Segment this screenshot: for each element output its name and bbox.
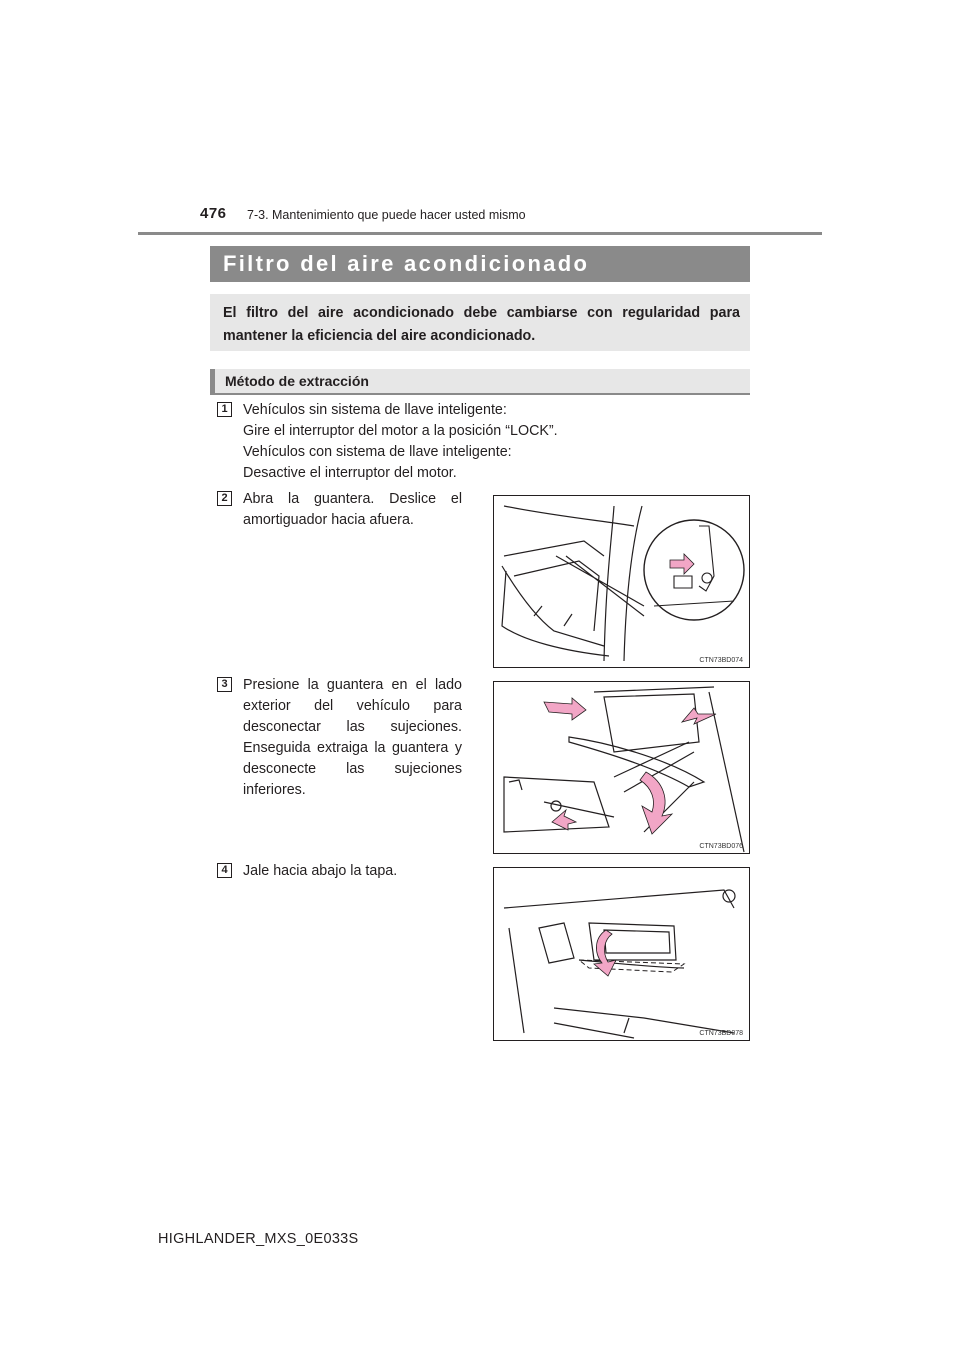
step-1-line: Vehículos sin sistema de llave inteligente:: [243, 402, 507, 418]
subheading-label: Método de extracción: [225, 373, 369, 389]
intro-box: [210, 294, 750, 351]
step-number-1: 1: [217, 402, 232, 417]
glovebox-removal-illustration: [494, 682, 749, 853]
header-rule: [138, 232, 822, 235]
figure-code: CTN73BD078: [699, 1030, 743, 1037]
step-4-paragraph: Jale hacia abajo la tapa.: [243, 863, 398, 879]
figure-filter-cover: [493, 867, 750, 1041]
figure-glovebox-damper: [493, 495, 750, 668]
step-1-line: Desactive el interruptor del motor.: [243, 465, 457, 481]
step-2-paragraph: Abra la guantera. Deslice el amortiguador hacia afuera.: [243, 491, 462, 528]
step-number-2: 2: [217, 491, 232, 506]
figure-glovebox-removal: [493, 681, 750, 854]
footer-document-code: HIGHLANDER_MXS_0E033S: [158, 1231, 359, 1247]
step-4-text: [243, 861, 397, 882]
intro-text: El filtro del aire acondicionado debe cambiarse con regularidad para mantener la eficiencia del aire acondicionado.: [223, 305, 740, 344]
step-3-paragraph: Presione la guantera en el lado exterior del vehículo para desconectar las sujeciones. Enseguida extraiga la guantera y desconecte las sujeciones inferiores.: [243, 677, 462, 798]
step-1-line: Gire el interruptor del motor a la posición “LOCK”.: [243, 423, 558, 439]
filter-cover-illustration: [494, 868, 749, 1040]
step-1-line: Vehículos con sistema de llave inteligente:: [243, 444, 512, 460]
page-title: Filtro del aire acondicionado: [210, 246, 750, 282]
subheading: [210, 369, 750, 395]
figure-code: CTN73BD076: [699, 843, 743, 850]
step-1-text: [243, 400, 558, 484]
step-3-text: [243, 675, 462, 801]
section-reference: 7-3. Mantenimiento que puede hacer usted mismo: [247, 208, 526, 222]
step-number-3: 3: [217, 677, 232, 692]
glovebox-damper-illustration: [494, 496, 749, 667]
page-number: 476: [200, 205, 227, 222]
step-2-text: [243, 489, 462, 531]
step-number-4: 4: [217, 863, 232, 878]
figure-code: CTN73BD074: [699, 657, 743, 664]
